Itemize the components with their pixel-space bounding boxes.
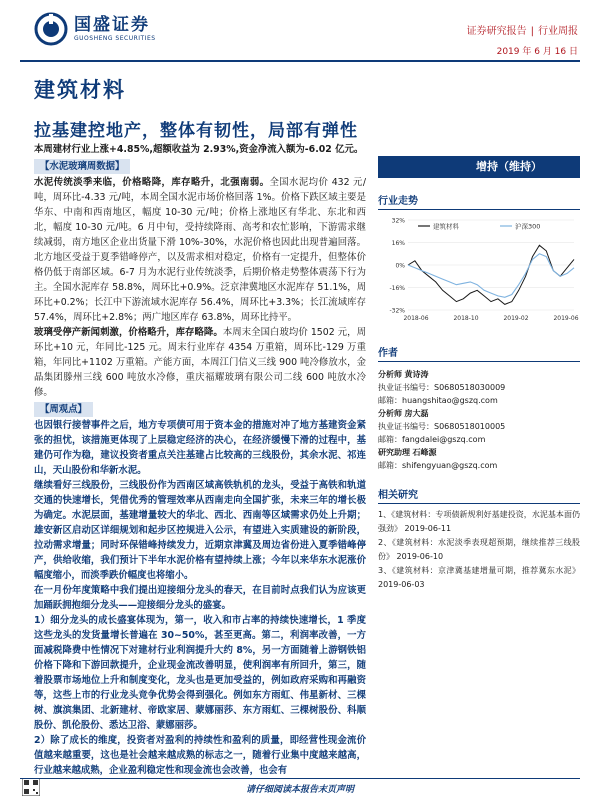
related-text: 1、《建筑材料：专项债新规利好基建投资，水泥基本面仍强劲》: [378, 510, 580, 533]
author-name: 黄诗涛: [404, 370, 429, 379]
x-tick-label: 2019-02: [503, 315, 529, 322]
y-tick-label: 32%: [391, 217, 405, 225]
report-date: 2019 年 6 月 16 日: [496, 47, 578, 57]
logo-en: GUOSHENG SECURITIES: [74, 35, 156, 42]
cert-number: S0680518010005: [434, 422, 506, 431]
header: [0, 0, 600, 60]
author-role: 研究助理: [378, 448, 410, 457]
author-3-email: [378, 459, 580, 472]
rating-badge: 增持（维持）: [378, 156, 580, 178]
footer-disclaimer: 请仔细阅读本报告末页声明: [245, 785, 354, 795]
email-label: 邮箱：: [378, 396, 402, 405]
authors-list: [378, 368, 580, 472]
email-label: 邮箱：: [378, 461, 402, 470]
header-divider: [20, 60, 580, 62]
author-role: 分析师: [378, 409, 402, 418]
related-date: 2019-06-11: [404, 524, 452, 533]
author-3: [378, 446, 580, 459]
author-2-cert: [378, 420, 580, 433]
email-label: 邮箱：: [378, 435, 402, 444]
logo-icon: [34, 12, 68, 46]
glass-lead: 玻璃受停产新闻刺激，价格略升，库存略降。: [34, 327, 223, 338]
related-date: 2019-06-10: [396, 552, 444, 561]
glass-body: 本周末全国白玻均价 1502 元，周环比+10 元，年同比-125 元。周末行业库存 4354 万重箱，周环比-129 万重箱，年同比+1102 万重箱。产能方面，本周江门信义三线 900 吨冷修放水，金晶集团滕州三线 600 吨放水冷修，重庆福耀玻璃有限公司二线 600 吨放水冷修。: [34, 327, 366, 398]
related-item-2[interactable]: [378, 536, 580, 564]
author-name: 房大磊: [404, 409, 429, 418]
related-item-3[interactable]: [378, 564, 580, 592]
view-paragraph-3: 在一月份年度策略中我们提出迎接细分龙头的春天，在目前时点我们认为应该更加踊跃拥抱细分龙头——迎接细分龙头的盛宴。: [34, 585, 366, 611]
x-tick-label: 2018-10: [453, 315, 479, 322]
trend-title: 行业走势: [378, 192, 580, 210]
cert-number: S0680518030009: [434, 383, 506, 392]
author-2-email: [378, 433, 580, 446]
legend-label: 建筑材料: [433, 222, 459, 231]
author-2: [378, 407, 580, 420]
footer-divider: [20, 778, 580, 779]
related-title: 相关研究: [378, 486, 580, 504]
author-1-cert: [378, 381, 580, 394]
view-paragraph-1: 也因银行接替事件之后，地方专项债可用于资本金的措施对冲了地方基建资金紧张的担忧，该措施更体现了上层稳定经济的决心，在经济缓慢下滑的过程中，基建仍可作为稳，建议投资者重点关注基建占比较高的三线股份，其余水泥、祁连山，天山股份和华新水泥。: [34, 420, 366, 476]
legend-label: 沪深300: [515, 222, 541, 231]
email-link[interactable]: shifengyuan@gszq.com: [402, 461, 498, 470]
related-text: 2、《建筑材料：水泥淡季表现超预期，继续推荐三线股份》: [378, 538, 580, 561]
view-paragraph-5: 2）除了成长的维度，投资者对盈利的持续性和盈利的质量，即经营性现金流价值越来越重要，这也是社会越来越成熟的标志之一，随着行业集中度越来越高，行业越来越成熟，企业盈利稳定性和现金流也会改善，也会有: [34, 735, 366, 776]
email-link[interactable]: fangdalei@gszq.com: [402, 435, 486, 444]
logo: [34, 12, 156, 46]
author-role: 分析师: [378, 370, 402, 379]
y-tick-label: 16%: [391, 240, 405, 247]
cement-body: 全国水泥均价 432 元/吨，周环比-4.33 元/吨，本周全国水泥市场价格回落 1%。价格下跌区域主要是华东、中南和西南地区，幅度 10-30 元/吨；价格上涨地区有华北、东北和西北，幅度 10-30 元/吨。6 月中旬，受持续降雨、高考和农忙影响，下游需求继续减弱，南方地区企业出货量下滑 10%-30%，水泥价格也因此出现普遍回落。北方地区受益于夏季错峰停产，以及需求相对稳定，价格有一定提升，但整体价格仍低于南部区域。6-7 月为水泥行业传统淡季，后期价格走势整体震荡下行为主。全国水泥库存 58.8%，周环比+0.9%。泛京津冀地区水泥库存 51.1%，周环比+0.2%；长江中下游流域水泥库存 56.4%，周环比+3.3%；长江流域库存 57.4%，周环比+2.8%；两广地区库存 63.8%，周环比持平。: [34, 177, 366, 323]
x-tick-label: 2018-06: [403, 315, 429, 322]
series-line-2: [408, 254, 574, 297]
report-type: 证券研究报告 | 行业周报: [466, 26, 578, 37]
section-title-view: 【周观点】: [34, 402, 93, 417]
logo-cn: 国盛证券: [74, 15, 150, 35]
related-list: [378, 508, 580, 592]
cement-lead: 水泥传统淡季来临，价格略降，库存略升，北强南弱。: [34, 177, 270, 188]
trend-chart: [378, 210, 580, 326]
y-tick-label: -32%: [389, 307, 405, 315]
view-paragraph-4: 1）细分龙头的成长盛宴体现为，第一，收入和市占率的持续快速增长，1 季度这些龙头的发货量增长普遍在 30~50%，甚至更高。第二，利润率改善，一方面减税降费中性情况下对建材行业利润提升大约 8%，另一方面随着上游钢铁铝价格下降和下游回款提升，企业现金流改善明显，使利润率有所回升，第三，随着股票市场地位上升和制度变化，龙头也是更加受益的，例如政府采购和再融资等，这些上市的行业龙头竞争优势会得到强化。例如东方雨虹、伟星新材、三棵树、旗滨集团、北新建材、帝欧家居、蒙娜丽莎、东方雨虹、三棵树股份、科顺股份、凯伦股份、悉达卫浴、蒙娜丽莎。: [34, 615, 366, 731]
main-content: [34, 142, 366, 778]
y-tick-label: 0%: [395, 262, 405, 270]
cert-label: 执业证书编号：: [378, 422, 434, 431]
glass-paragraph: [34, 325, 366, 400]
author-name: 石峰源: [412, 448, 437, 457]
author-1-email: [378, 394, 580, 407]
y-tick-label: -16%: [389, 285, 405, 292]
section-title-cement: 【水泥玻璃周数据】: [34, 159, 130, 174]
cement-paragraph: [34, 175, 366, 325]
sidebar: [378, 142, 580, 592]
footer: [0, 770, 600, 800]
email-link[interactable]: huangshitao@gszq.com: [402, 396, 498, 405]
related-text: 3、《建筑材料：京津冀基建增量可期，推荐冀东水泥》: [378, 566, 580, 575]
sector-title: 建筑材料: [34, 78, 126, 102]
authors-title: 作者: [378, 344, 580, 362]
related-date: 2019-06-03: [378, 580, 425, 589]
author-1: [378, 368, 580, 381]
x-tick-label: 2019-06: [553, 315, 579, 322]
related-item-1[interactable]: [378, 508, 580, 536]
view-paragraph-2: 继续看好三线股份，三线股份作为西南区域高铁轨机的龙头，受益于高铁和轨道交通的快速增长，凭借优秀的管理效率从西南走向全国扩张，未来三年的增长极为确定。水泥层面，基建增量较大的华北、西北、西南等区域需求仍处上升期；雄安新区启动区详细规划和起步区控规进入公示，有望进入实质建设的新阶段，拉动需求增量；同时环保错峰持续发力，近期京津冀及周边省份进入夏季错峰停产，供给收缩，我们预计下半年水泥价格有望持续上涨；今年以来华东水泥涨价幅度缩小，而淡季跌价幅度也将缩小。: [34, 480, 366, 581]
report-type-label: 证券研究报告: [466, 26, 527, 37]
report-kind-label: 行业周报: [538, 26, 578, 37]
summary: 本周建材行业上涨+4.85%,超额收益为 2.93%,资金净流入额为-6.02 亿元。: [34, 144, 364, 155]
page-title: 拉基建控地产，整体有韧性，局部有弹性: [34, 121, 358, 141]
cert-label: 执业证书编号：: [378, 383, 434, 392]
